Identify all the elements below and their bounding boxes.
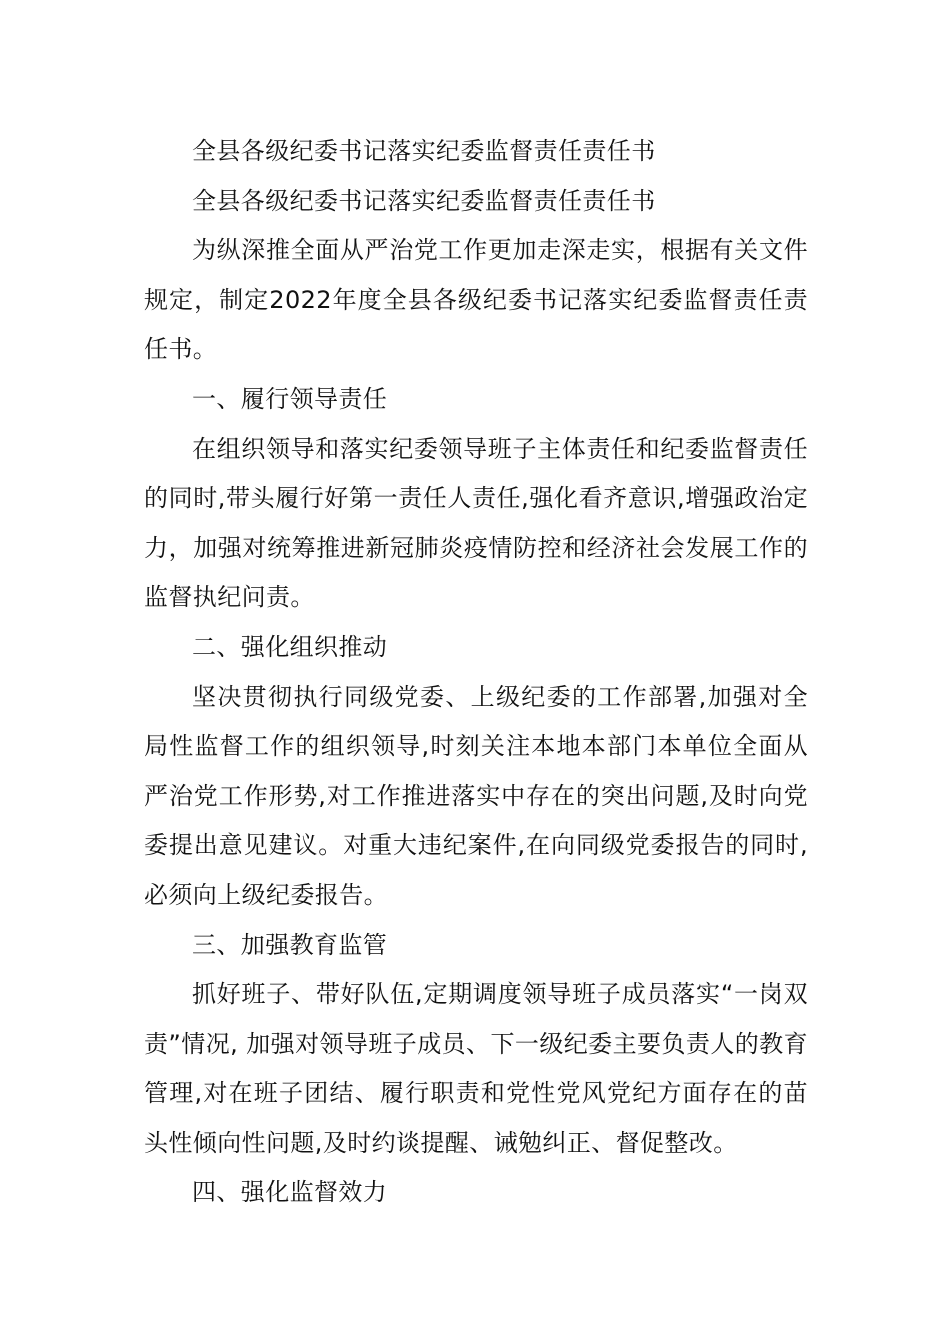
document-body xyxy=(144,127,808,1218)
section-heading-3: 三、加强教育监管 xyxy=(192,930,388,959)
document-title: 全县各级纪委书记落实纪委监督责任责任书 xyxy=(192,137,656,165)
section-body-1: 在组织领导和落实纪委领导班子主体责任和纪委监督责任的同时,带头履行好第一责任人责任,强化看齐意识,增强政治定力，加强对统筹推进新冠肺炎疫情防控和经济社会发展工作的监督执纪问责。 xyxy=(144,434,808,612)
section-heading-2: 二、强化组织推动 xyxy=(192,632,388,661)
intro-paragraph: 为纵深推全面从严治党工作更加走深走实，根据有关文件规定，制定2022年度全县各级纪委书记落实纪委监督责任责任书。 xyxy=(144,236,808,364)
section-heading-1: 一、履行领导责任 xyxy=(192,384,388,413)
section-body-2: 坚决贯彻执行同级党委、上级纪委的工作部署,加强对全局性监督工作的组织领导,时刻关注本地本部门本单位全面从严治党工作形势,对工作推进落实中存在的突出问题,及时向党委提出意见建议。对重大违纪案件,在向同级党委报告的同时,必须向上级纪委报告。 xyxy=(144,682,808,909)
document-title-repeat: 全县各级纪委书记落实纪委监督责任责任书 xyxy=(192,186,656,215)
section-heading-4: 四、强化监督效力 xyxy=(192,1178,388,1207)
section-body-3: 抓好班子、带好队伍,定期调度领导班子成员落实“一岗双责”情况, 加强对领导班子成员、下一级纪委主要负责人的教育管理,对在班子团结、履行职责和党性党风党纪方面存在的苗头性倾向性问题,及时约谈提醒、诫勉纠正、督促整改。 xyxy=(144,980,808,1157)
